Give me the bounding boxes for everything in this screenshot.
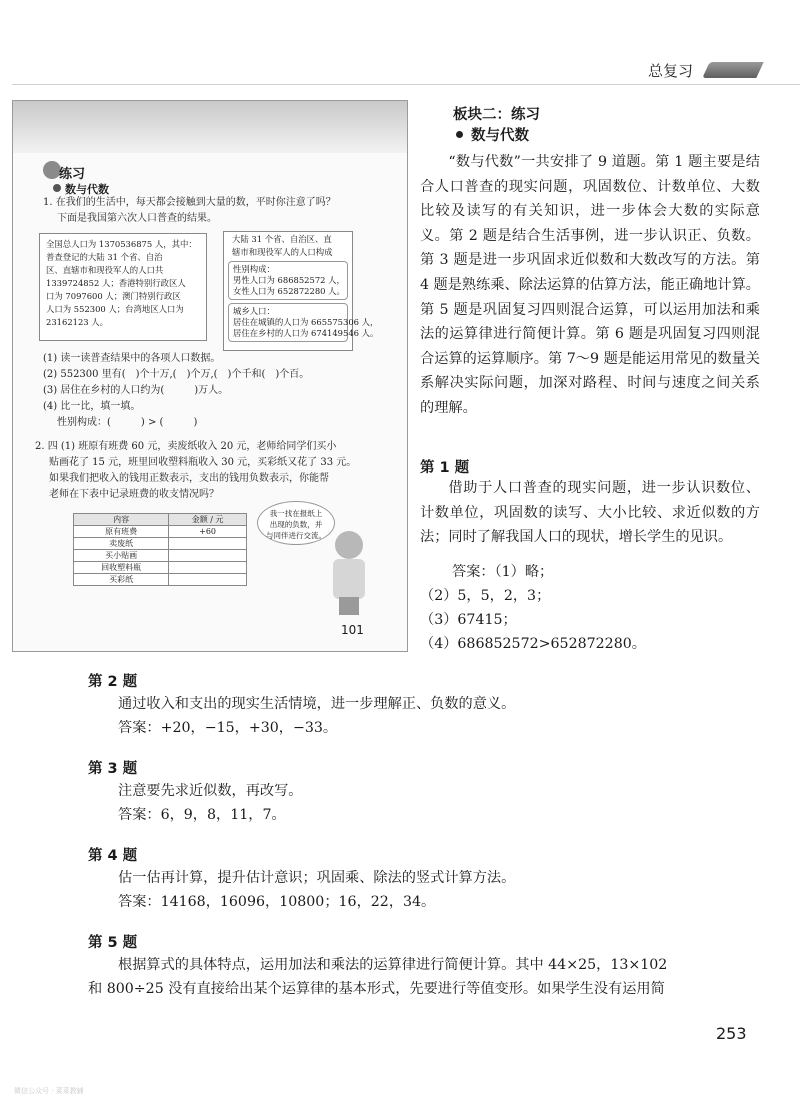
textbook-subquestion: (2) 552300 里有( )个十万,( )个万,( )个千和( )个百。: [43, 369, 310, 380]
textbook-q1-line: 1. 在我们的生活中，每天都会接触到大量的数，平时你注意了吗？: [43, 197, 336, 208]
urban-line: 居住在城镇的人口为 665575306 人，: [233, 317, 379, 327]
q3-title: 第 3 题: [88, 761, 138, 777]
urban-line: 城乡人口：: [233, 306, 275, 316]
table-row: [74, 550, 247, 562]
textbook-q2-line: 贴画花了 15 元，班里回收塑料瓶收入 30 元，买彩纸又花了 33 元。: [49, 457, 357, 468]
textbook-subquestion: (3) 居住在乡村的人口约为( )万人。: [43, 385, 229, 396]
census-line: 区、直辖市和现役军人的人口共: [46, 265, 164, 275]
census-line: 1339724852 人；香港特别行政区人: [46, 278, 186, 288]
table-row: [74, 526, 247, 538]
q4-text: 估一估再计算，提升估计意识；巩固乘、除法的竖式计算方法。: [118, 870, 516, 886]
page-number: 253: [716, 1024, 747, 1043]
class-fund-table: [73, 513, 247, 586]
census-line: 全国总人口为 1370536875 人，其中：: [46, 239, 197, 249]
textbook-subquestion: 性别构成：( ) > ( ): [57, 417, 198, 428]
urban-rural-structure: [228, 303, 379, 342]
table-row: [74, 574, 247, 586]
q1-answer: 答案：（1）略；: [452, 564, 554, 580]
header-tab-decoration: [702, 62, 763, 78]
bubble-line: 我一找在报纸上: [269, 509, 323, 518]
sub-title: 数与代数: [471, 128, 529, 144]
intro-paragraph: “数与代数”一共安排了 9 道题。第 1 题主要是结合人口普查的现实问题，巩固数位、计数单位、大数比较及读写的有关知识，进一步体会大数的实际意义。第 2 题是结合生活事例，进一步认识正、负数。第 3 题是进一步巩固求近似数和大数改写的方法。第 4 题是熟练乘、除法运算的估算方法，能正确地计算。第 5 题是巩固复习四则混合运算，可以运用加法和乘法的运算律进行简便计算。第 6 题是巩固复习四则混合运算的运算顺序。第 7～9 题是能运用常见的数量关系解决实际问题，加深对路程、时间与速度之间关系的理解。: [420, 154, 760, 416]
q4-title: 第 4 题: [88, 848, 138, 864]
table-cell: 买彩纸: [74, 574, 169, 586]
q1-text: 借助于人口普查的现实问题，进一步认识数位、计数单位，巩固数的读写、大小比较、求近似数的方法；同时了解我国人口的现状，增长学生的见识。: [420, 480, 760, 546]
table-cell: 回收塑料瓶: [74, 562, 169, 574]
q3-answer: 答案：6，9，8，11，7。: [118, 807, 286, 823]
child-illustration-head: [335, 531, 363, 559]
textbook-page-number: 101: [341, 623, 364, 637]
bubble-line: 出现的负数，并: [269, 520, 323, 529]
textbook-subquestion: (1) 读一读普查结果中的各项人口数据。: [43, 353, 221, 364]
q2-answer: 答案：+20，−15，+30，−33。: [118, 720, 338, 736]
table-cell: [169, 550, 247, 562]
q4-answer: 答案：14168，16096，10800；16，22，34。: [118, 894, 436, 910]
table-cell: 卖废纸: [74, 538, 169, 550]
table-cell: +60: [169, 526, 247, 538]
census-line: 23162123 人。: [46, 317, 109, 327]
q5-title: 第 5 题: [88, 935, 138, 951]
table-row: [74, 562, 247, 574]
textbook-subquestion: (4) 比一比，填一填。: [43, 401, 141, 412]
table-header: 内容: [74, 514, 169, 526]
watermark: 微信公众号 · 菜菜教辅: [14, 1087, 84, 1095]
census-line: 普查登记的大陆 31 个省、自治: [46, 252, 163, 262]
child-illustration-body: [333, 559, 365, 599]
table-cell: [169, 538, 247, 550]
textbook-q1-line: 下面是我国第六次人口普查的结果。: [57, 213, 217, 224]
q5-text: 和 800÷25 没有直接给出某个运算律的基本形式，先要进行等值变形。如果学生没有运用简: [88, 981, 665, 997]
table-cell: [169, 562, 247, 574]
table-cell: 买小贴画: [74, 550, 169, 562]
q1-answer: （3）67415；: [420, 612, 517, 628]
gender-structure: [228, 261, 348, 300]
table-header-row: [74, 514, 247, 526]
gender-line: 女性人口为 652872280 人。: [233, 286, 345, 296]
block-title: 板块二：练习: [453, 107, 540, 123]
header-rule: [12, 84, 800, 85]
q2-title: 第 2 题: [88, 674, 138, 690]
census-notice-box: [39, 233, 207, 341]
q1-answer: （2）5，5，2，3；: [420, 588, 551, 604]
textbook-section-title: 数与代数: [65, 183, 109, 196]
table-row: [74, 538, 247, 550]
q2-text: 通过收入和支出的现实生活情境，进一步理解正、负数的意义。: [118, 696, 516, 712]
textbook-q2-line: 老师在下表中记录班费的收支情况吗？: [49, 489, 219, 500]
census-line: 人口为 552300 人；台湾地区人口为: [46, 304, 184, 314]
census-line: 口为 7097600 人；澳门特别行政区: [46, 291, 181, 301]
gender-line: 性别构成：: [233, 264, 275, 274]
table-header: 金额 / 元: [169, 514, 247, 526]
urban-line: 居住在乡村的人口为 674149546 人。: [233, 328, 379, 338]
gender-line: 男性人口为 686852572 人，: [233, 275, 345, 285]
structure-caption: 辖市和现役军人的人口构成: [232, 247, 333, 257]
child-illustration-legs: [339, 597, 359, 615]
population-structure-box: [223, 231, 379, 351]
textbook-q2-line: 如果我们把收入的钱用正数表示，支出的钱用负数表示，你能帮: [49, 473, 329, 484]
table-cell: 原有班费: [74, 526, 169, 538]
table-cell: [169, 574, 247, 586]
exercise-label: 练习: [59, 167, 86, 182]
q3-text: 注意要先求近似数，再改写。: [118, 783, 303, 799]
speech-bubble: [257, 501, 335, 545]
bullet-icon: [456, 131, 463, 138]
textbook-q2-line: 2. 四 (1) 班原有班费 60 元，卖废纸收入 20 元，老师给同学们买小: [35, 441, 337, 452]
running-header-title: 总复习: [648, 62, 694, 80]
textbook-page-image: [12, 100, 408, 652]
structure-caption: 大陆 31 个省、自治区、直: [232, 234, 332, 244]
q5-text: 根据算式的具体特点，运用加法和乘法的运算律进行简便计算。其中 44×25，13×102: [118, 957, 668, 973]
q1-answer: （4）686852572>652872280。: [420, 636, 646, 652]
section-bullet-icon: [53, 184, 61, 192]
bubble-line: 与同伴进行交流。: [266, 531, 326, 540]
textbook-top-banner: [13, 101, 407, 153]
q1-title: 第 1 题: [420, 460, 470, 476]
